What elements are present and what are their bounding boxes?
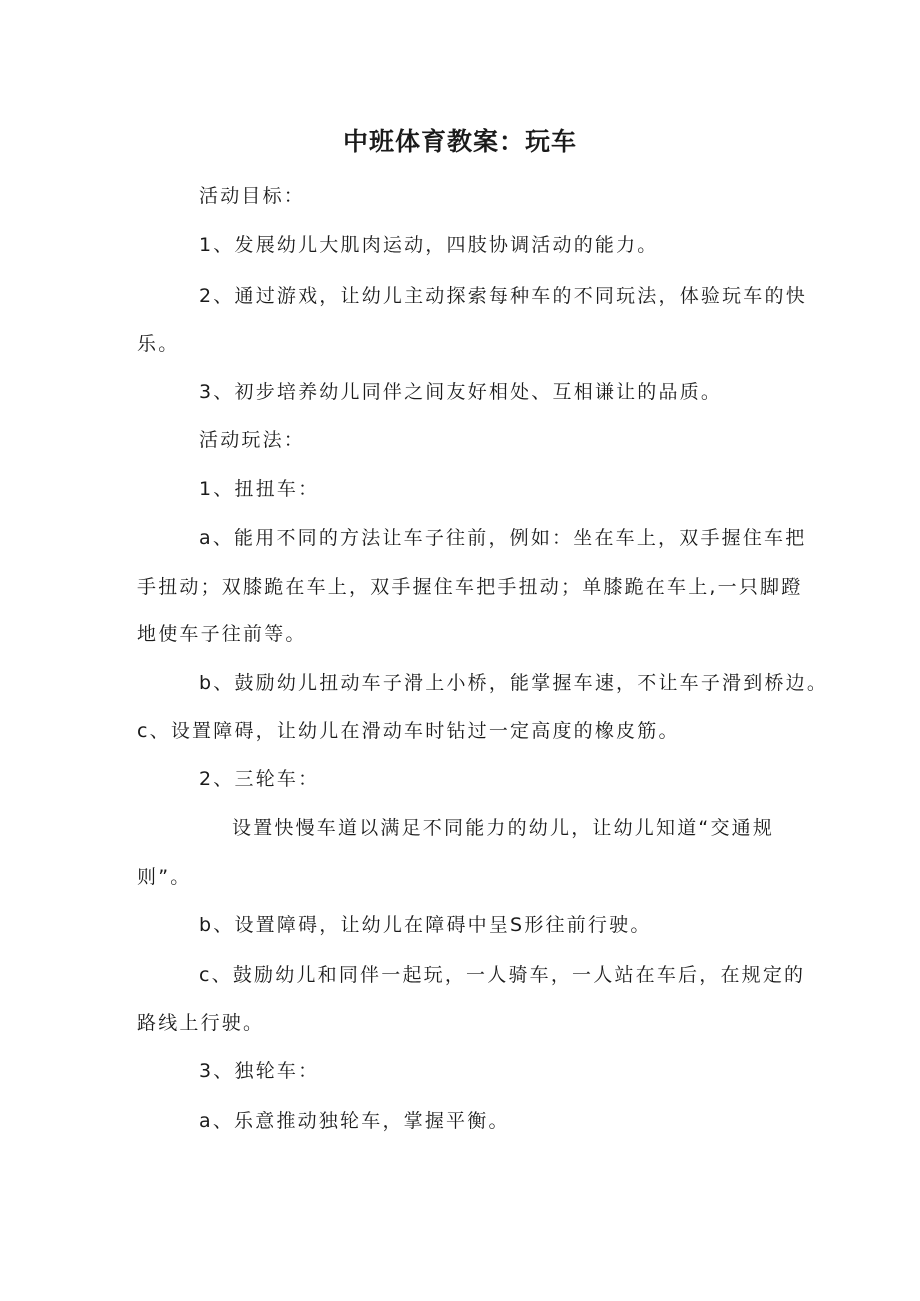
heading-activity-play: 活动玩法： [199, 429, 306, 451]
goal-2-line-1: 2、通过游戏，让幼儿主动探索每种车的不同玩法，体验玩车的快 [199, 285, 807, 307]
section-2-c-line-2: 路线上行驶。 [137, 1012, 265, 1034]
section-2-heading: 2、三轮车： [199, 768, 320, 790]
document-title: 中班体育教案：玩车 [342, 127, 577, 156]
section-2-b: b、设置障碍，让幼儿在障碍中呈S形往前行驶。 [199, 914, 652, 936]
section-3-heading: 3、独轮车： [199, 1060, 320, 1082]
section-3-a: a、乐意推动独轮车，掌握平衡。 [199, 1110, 510, 1132]
heading-activity-goals: 活动目标： [199, 185, 306, 207]
section-2-a-line-2: 则”。 [137, 866, 192, 888]
section-1-a-line-3: 地使车子往前等。 [137, 623, 307, 645]
section-1-b: b、鼓励幼儿扭动车子滑上小桥，能掌握车速，不让车子滑到桥边。 [199, 672, 829, 694]
section-1-c: c、设置障碍，让幼儿在滑动车时钻过一定高度的橡皮筋。 [137, 720, 680, 742]
goal-3: 3、初步培养幼儿同伴之间友好相处、互相谦让的品质。 [199, 381, 723, 403]
section-1-heading: 1、扭扭车： [199, 478, 320, 500]
section-1-a-line-2: 手扭动；双膝跪在车上，双手握住车把手扭动；单膝跪在车上,一只脚蹬 [137, 576, 803, 598]
section-1-a-line-1: a、能用不同的方法让车子往前，例如：坐在车上，双手握住车把 [199, 527, 807, 549]
goal-1: 1、发展幼儿大肌肉运动，四肢协调活动的能力。 [199, 234, 659, 256]
section-2-c-line-1: c、鼓励幼儿和同伴一起玩，一人骑车，一人站在车后，在规定的 [199, 964, 806, 986]
section-2-a-line-1: 设置快慢车道以满足不同能力的幼儿，让幼儿知道“交通规 [232, 817, 775, 839]
goal-2-line-2: 乐。 [137, 333, 180, 355]
